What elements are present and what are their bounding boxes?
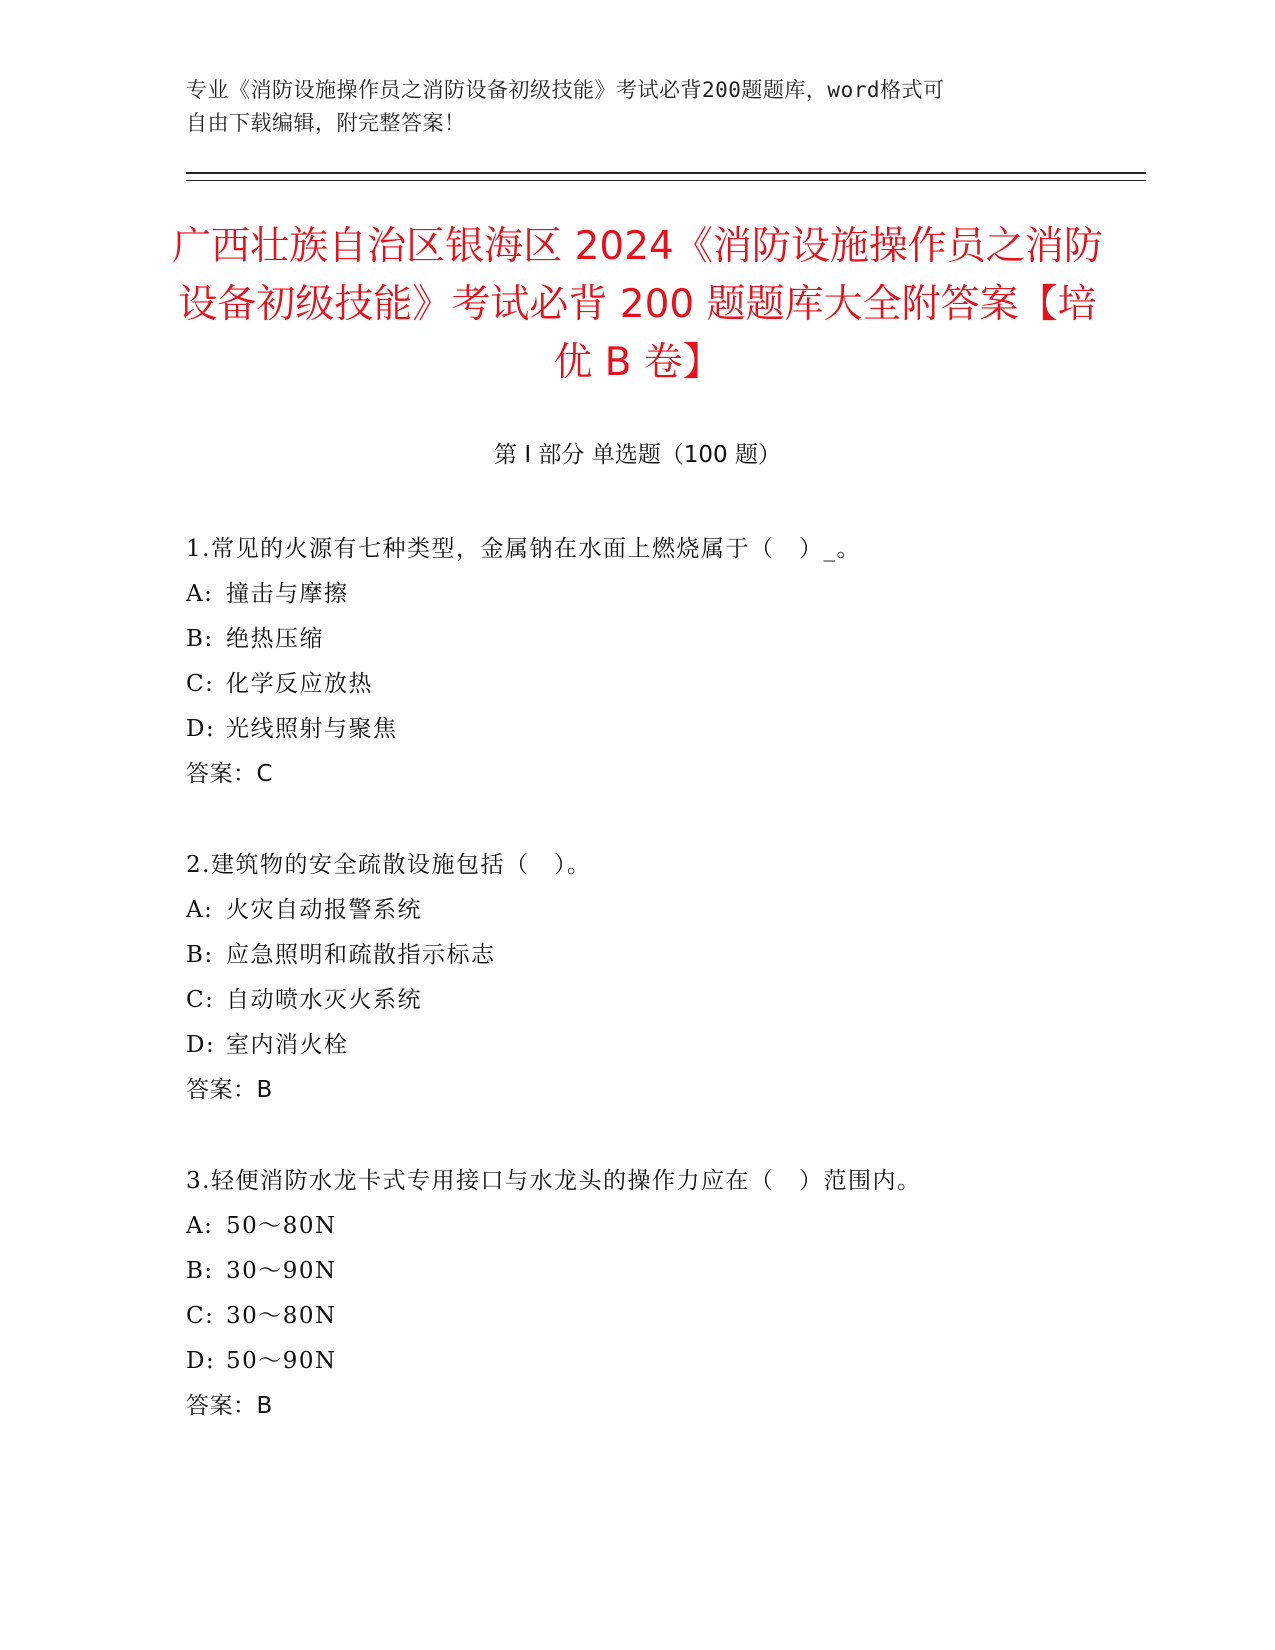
option-text: 自动喷水灭火系统 — [226, 987, 422, 1013]
header-divider-thick — [186, 172, 1146, 174]
option-b — [186, 933, 1146, 978]
option-c — [186, 1294, 1146, 1339]
option-letter: B: — [186, 942, 214, 968]
question-stem: 1.常见的火源有七种类型，金属钠在水面上燃烧属于（ ）_。 — [186, 536, 861, 562]
option-letter: C: — [186, 1303, 215, 1329]
option-text: 火灾自动报警系统 — [226, 897, 422, 923]
header-note-line-2: 自由下载编辑，附完整答案！ — [186, 111, 466, 135]
section-title: 第 I 部分 单选题（100 题） — [494, 442, 781, 468]
option-letter: B: — [186, 1258, 214, 1284]
option-c — [186, 662, 1146, 707]
header-note — [186, 74, 1066, 140]
answer: 答案：B — [186, 1077, 273, 1103]
option-b — [186, 617, 1146, 662]
option-d — [186, 707, 1146, 752]
answer: 答案：C — [186, 761, 274, 787]
header-note-line-1: 专业《消防设施操作员之消防设备初级技能》考试必背200题题库，word格式可 — [186, 78, 945, 102]
option-letter: C: — [186, 671, 215, 697]
option-letter: C: — [186, 987, 215, 1013]
option-text: 30～80N — [226, 1303, 337, 1329]
question-3 — [186, 1159, 1146, 1429]
option-letter: D: — [186, 1348, 216, 1374]
question-stem: 2.建筑物的安全疏散设施包括（ ）。 — [186, 852, 592, 878]
option-letter: A: — [186, 1213, 214, 1239]
header-divider-thin — [186, 180, 1146, 181]
option-letter: D: — [186, 1032, 216, 1058]
option-a — [186, 1204, 1146, 1249]
option-text: 应急照明和疏散指示标志 — [226, 942, 496, 968]
option-text: 化学反应放热 — [226, 671, 373, 697]
option-a — [186, 888, 1146, 933]
option-letter: A: — [186, 897, 214, 923]
option-letter: D: — [186, 716, 216, 742]
document-title: 广西壮族自治区银海区 2024《消防设施操作员之消防设备初级技能》考试必背 200 题题库大全附答案【培优 B 卷】 — [172, 224, 1103, 385]
answer: 答案：B — [186, 1393, 273, 1419]
option-text: 30～90N — [226, 1258, 337, 1284]
option-text: 光线照射与聚焦 — [226, 716, 398, 742]
option-text: 绝热压缩 — [226, 626, 324, 652]
option-b — [186, 1249, 1146, 1294]
option-a — [186, 572, 1146, 617]
question-2 — [186, 843, 1146, 1113]
option-c — [186, 978, 1146, 1023]
option-d — [186, 1339, 1146, 1384]
question-1 — [186, 527, 1146, 797]
option-text: 撞击与摩擦 — [226, 581, 349, 607]
option-letter: A: — [186, 581, 214, 607]
option-text: 50～80N — [226, 1213, 337, 1239]
option-d — [186, 1023, 1146, 1068]
question-list — [186, 527, 1146, 1475]
question-stem: 3.轻便消防水龙卡式专用接口与水龙头的操作力应在（ ）范围内。 — [186, 1168, 922, 1194]
option-text: 室内消火栓 — [226, 1032, 349, 1058]
option-text: 50～90N — [226, 1348, 337, 1374]
option-letter: B: — [186, 626, 214, 652]
